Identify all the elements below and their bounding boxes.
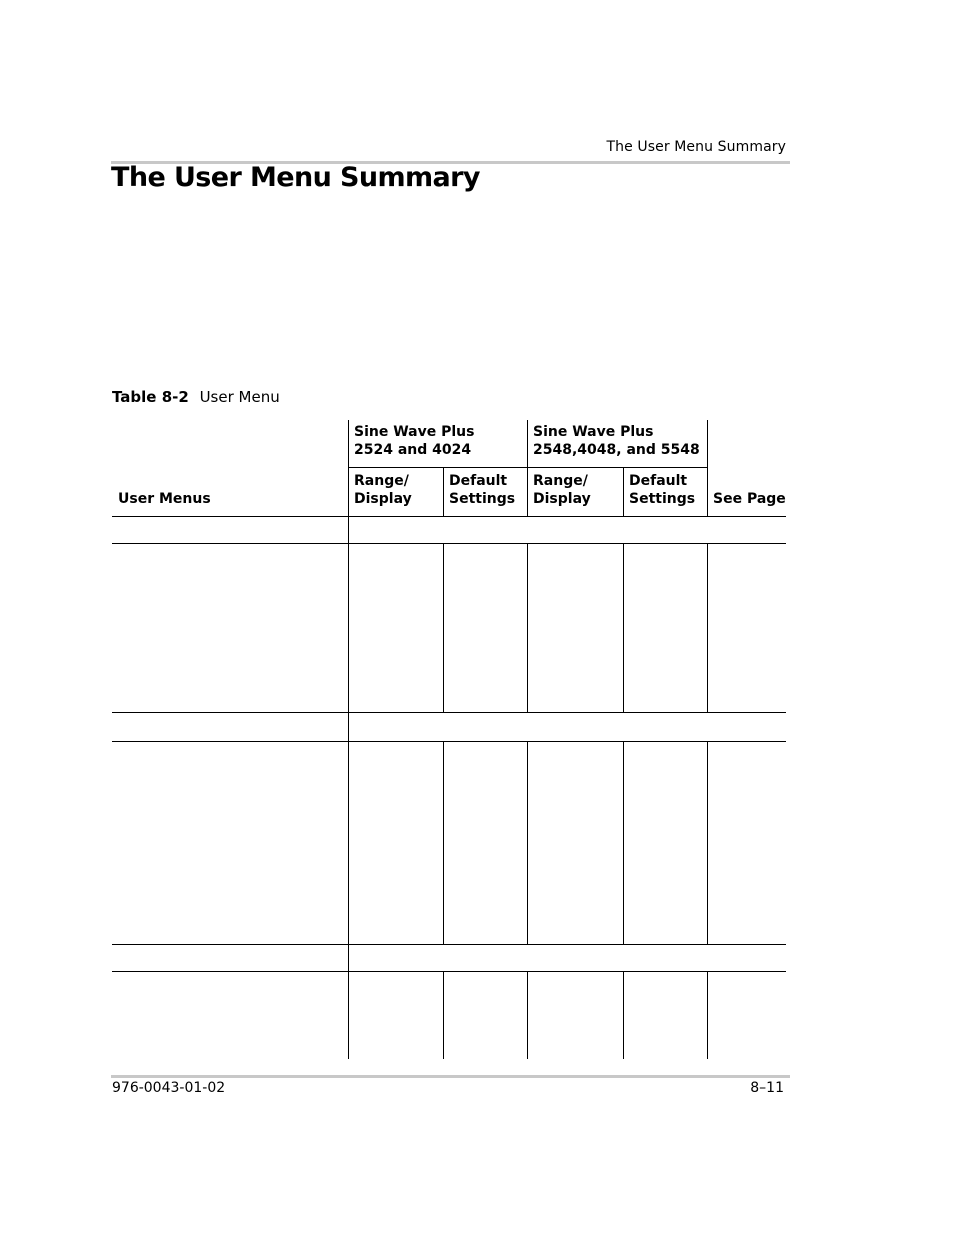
table-divider bbox=[623, 467, 624, 516]
page-number: 8–11 bbox=[750, 1080, 784, 1096]
table-divider bbox=[348, 971, 349, 1059]
table-divider bbox=[112, 741, 786, 742]
table-divider bbox=[112, 516, 786, 517]
table-divider bbox=[707, 420, 708, 516]
table-divider bbox=[527, 971, 528, 1059]
table-divider bbox=[112, 543, 786, 544]
table-divider bbox=[348, 516, 349, 543]
table-caption-number: Table 8-2 bbox=[112, 388, 189, 406]
table-divider bbox=[112, 971, 786, 972]
table-divider bbox=[527, 543, 528, 712]
table-divider bbox=[623, 971, 624, 1059]
table-divider bbox=[707, 543, 708, 712]
column-header-default-settings-2: Default Settings bbox=[629, 473, 696, 507]
table-divider bbox=[443, 467, 444, 516]
column-header-see-page: See Page bbox=[713, 491, 786, 507]
table-caption-text: User Menu bbox=[199, 388, 280, 406]
table-caption bbox=[112, 388, 280, 406]
table-divider bbox=[348, 420, 349, 516]
table-divider bbox=[348, 944, 349, 971]
group-header-2548-4048-5548: Sine Wave Plus 2548,4048, and 5548 bbox=[533, 424, 700, 458]
running-header: The User Menu Summary bbox=[606, 139, 786, 155]
table-divider bbox=[527, 741, 528, 944]
table-divider bbox=[112, 944, 786, 945]
group-header-2524-4024: Sine Wave Plus 2524 and 4024 bbox=[354, 424, 475, 458]
table-divider bbox=[348, 543, 349, 712]
column-header-range-display-1: Range/ Display bbox=[354, 473, 412, 507]
table-divider bbox=[443, 971, 444, 1059]
table-divider bbox=[623, 741, 624, 944]
column-header-range-display-2: Range/ Display bbox=[533, 473, 591, 507]
table-divider bbox=[707, 971, 708, 1059]
table-divider bbox=[623, 543, 624, 712]
column-header-user-menus: User Menus bbox=[118, 491, 211, 507]
footer-rule bbox=[111, 1075, 790, 1078]
table-divider bbox=[527, 420, 528, 516]
document-number: 976-0043-01-02 bbox=[112, 1080, 226, 1096]
table-divider bbox=[707, 741, 708, 944]
page-title: The User Menu Summary bbox=[111, 162, 480, 193]
table-divider bbox=[443, 543, 444, 712]
table-divider bbox=[348, 712, 349, 741]
table-divider bbox=[348, 467, 707, 468]
table-divider bbox=[443, 741, 444, 944]
table-divider bbox=[112, 712, 786, 713]
user-menu-table bbox=[112, 420, 786, 1059]
column-header-default-settings-1: Default Settings bbox=[449, 473, 516, 507]
table-divider bbox=[348, 741, 349, 944]
